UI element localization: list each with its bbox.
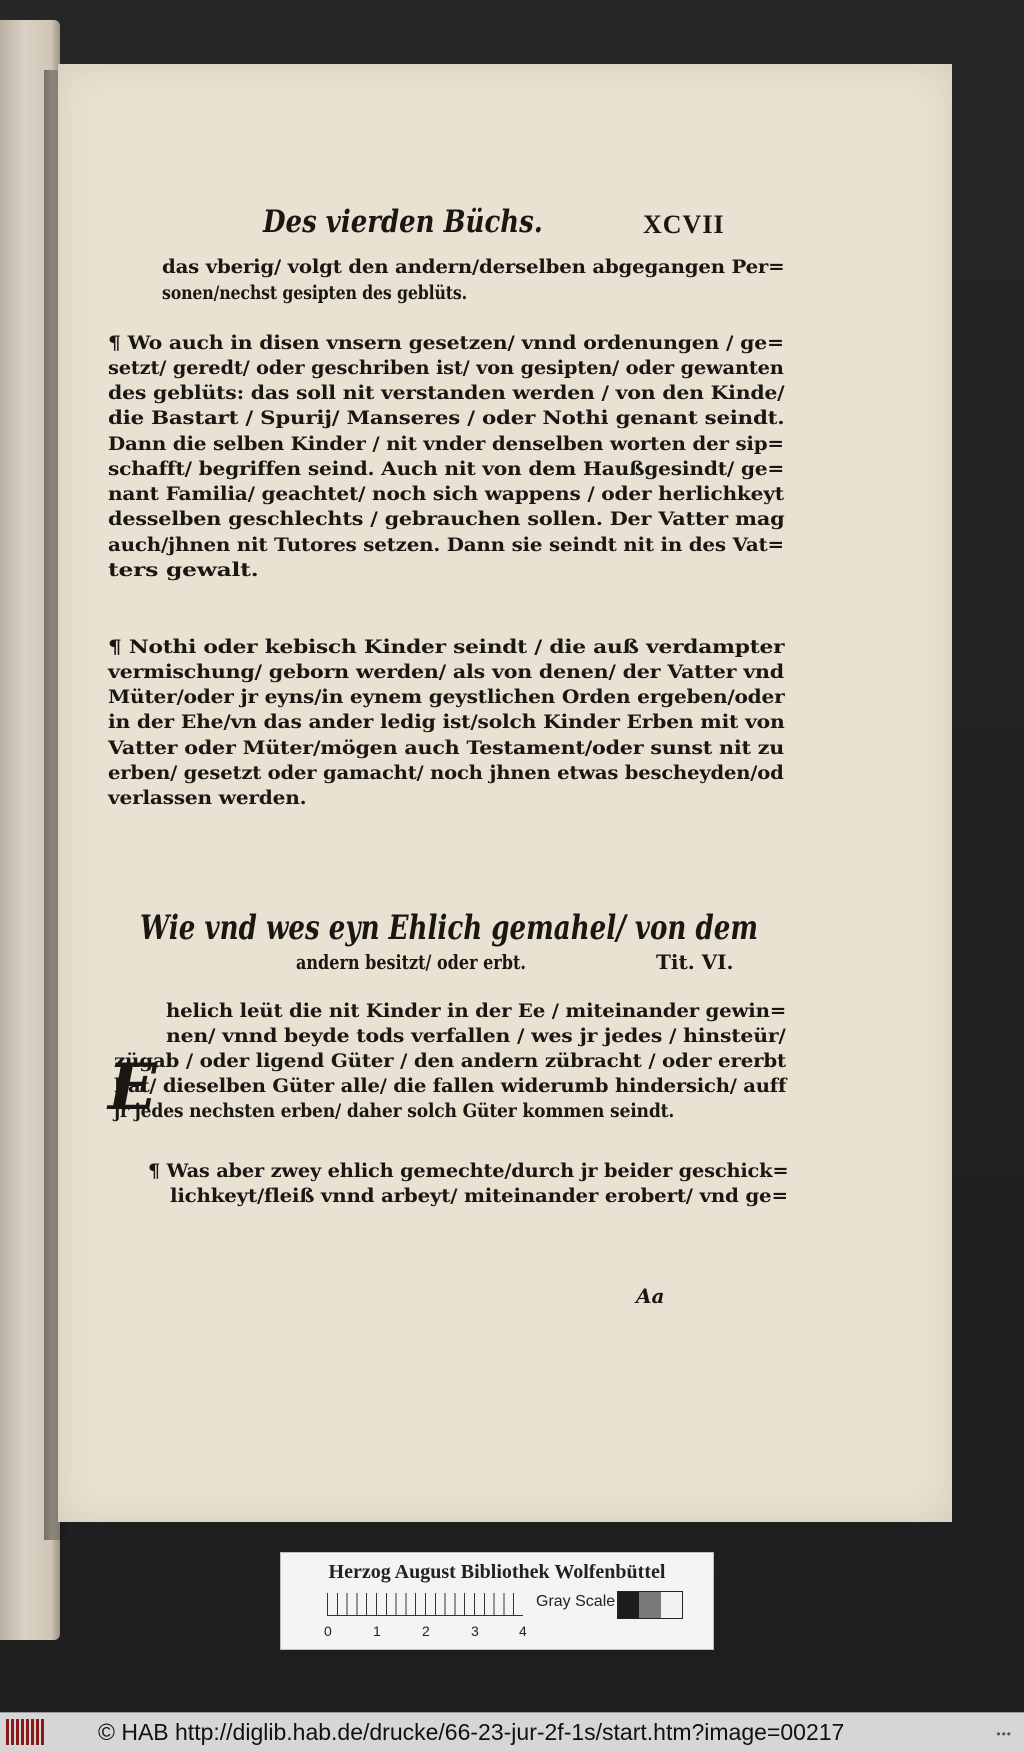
text-line: Dann die selben Kinder / nit vnder denselben worten der sip= — [108, 433, 784, 455]
section-heading-continuation: andern besitzt/ oder erbt. — [296, 950, 526, 974]
gray-scale-patches — [617, 1591, 683, 1619]
title-number: Tit. VI. — [656, 950, 734, 974]
text-line: nen/ vnnd beyde tods verfallen / wes jr jedes / hinsteür/ — [166, 1025, 786, 1047]
text-line: auch/jhnen nit Tutores setzen. Dann sie seindt nit in des Vat= — [108, 534, 784, 556]
text-line: ¶ Wo auch in disen vnsern gesetzen/ vnnd ordenungen / ge= — [108, 332, 784, 354]
ruler-number: 3 — [471, 1623, 479, 1639]
ruler-number: 4 — [519, 1623, 527, 1639]
text-line: hat/ dieselben Güter alle/ die fallen widerumb hindersich/ auff — [114, 1075, 787, 1097]
decorated-initial: E — [108, 1050, 157, 1125]
running-head: Des vierden Büchs. — [263, 204, 543, 240]
library-name: Herzog August Bibliothek Wolfenbüttel — [328, 1561, 666, 1583]
gray-scale-label: Gray Scale — [536, 1593, 616, 1610]
text-line: verlassen werden. — [108, 787, 307, 809]
text-line: in der Ehe/vn das ander ledig ist/solch Kinder Erben mit von — [108, 711, 785, 733]
footer-bar — [0, 1712, 1024, 1751]
text-line: die Bastart / Spurij/ Manseres / oder Nothi genant seindt. — [108, 407, 785, 429]
color-target-card — [280, 1552, 714, 1650]
text-line: ¶ Was aber zwey ehlich gemechte/durch jr beider geschick= — [148, 1160, 789, 1182]
text-line: schafft/ begriffen seind. Auch nit von dem Haußgesindt/ ge= — [108, 458, 785, 480]
text-line: desselben geschlechts / gebrauchen sollen. Der Vatter mag — [108, 508, 785, 530]
gray-patch — [618, 1592, 639, 1618]
text-line: helich leüt die nit Kinder in der Ee / miteinander gewin= — [166, 1000, 787, 1022]
gray-patch — [639, 1592, 660, 1618]
section-heading: Wie vnd wes eyn Ehlich gemahel/ von dem — [140, 908, 758, 948]
folio-number: XCVII — [643, 210, 725, 239]
ruler — [327, 1593, 523, 1616]
text-line: erben/ gesetzt oder gamacht/ noch jhnen etwas bescheyden/od — [108, 762, 784, 784]
text-line: Müter/oder jr eyns/in eynem geystlichen Orden ergeben/oder — [108, 686, 785, 708]
text-line: vermischung/ geborn werden/ als von denen/ der Vatter vnd — [108, 661, 784, 683]
text-line: Vatter oder Müter/mögen auch Testament/oder sunst nit zu — [108, 737, 785, 759]
text-line: das vberig/ volgt den andern/derselben abgegangen Per= — [162, 256, 785, 278]
hab-logo-icon — [6, 1719, 46, 1745]
text-line: zügab / oder ligend Güter / den andern zübracht / oder ererbt — [114, 1050, 786, 1072]
text-line: ters gewalt. — [108, 559, 259, 581]
ruler-number: 0 — [324, 1623, 332, 1639]
text-line: lichkeyt/fleiß vnnd arbeyt/ miteinander erobert/ vnd ge= — [170, 1185, 788, 1207]
footer-url-text[interactable]: © HAB http://diglib.hab.de/drucke/66-23-jur-2f-1s/start.htm?image=00217 — [98, 1719, 845, 1745]
ruler-number: 2 — [422, 1623, 430, 1639]
text-line: sonen/nechst gesipten des geblüts. — [162, 282, 467, 304]
text-line: jr jedes nechsten erben/ daher solch Güter kommen seindt. — [114, 1100, 675, 1122]
book-page — [58, 64, 952, 1522]
gray-patch — [661, 1592, 682, 1618]
catchword: Aa — [636, 1284, 665, 1308]
more-icon[interactable]: ••• — [996, 1727, 1012, 1741]
text-line: des geblüts: das soll nit verstanden werden / von den Kinde/ — [108, 382, 785, 404]
text-line: setzt/ geredt/ oder geschriben ist/ von gesipten/ oder gewanten — [108, 357, 784, 379]
text-line: nant Familia/ geachtet/ noch sich wappens / oder herlichkeyt — [108, 483, 784, 505]
ruler-number: 1 — [373, 1623, 381, 1639]
text-line: ¶ Nothi oder kebisch Kinder seindt / die auß verdampter — [108, 636, 785, 658]
